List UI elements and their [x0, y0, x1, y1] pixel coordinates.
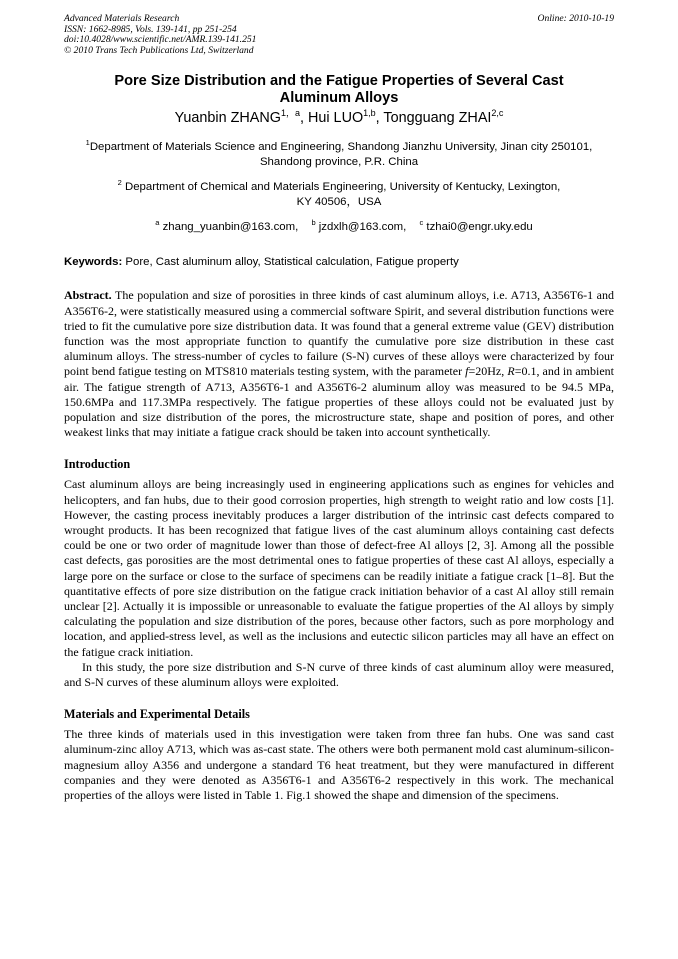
author-list: [64, 110, 614, 127]
author-superscript: 1，a: [280, 108, 300, 119]
affiliation-text: Department of Chemical and Materials Engineering, University of Kentucky, Lexington, KY 40506，USA: [124, 181, 561, 209]
author-separator: ,: [299, 110, 308, 127]
intro-paragraph-1: Cast aluminum alloys are being increasingly used in engineering applications such as engines for vehicles and helicopters, and fan hubs, due to their good corrosion properties, high strength to weight ratio and low costs [1]. However, the casting process inevitably produces a larger distribution of the intrinsic cast defects compared to wrought products. It has been recognized that fatigue lives of the cast aluminum alloys containing cast defects could be one or two order of magnitude lower than those of defect-free Al alloys [2, 3]. Among all the possible cast defects, gas porosities are the most detrimental ones to fatigue properties of these cast Al alloys, especially a large pore on the surface or close to the surface of specimens can be readily initiate a fatigue crack [1–8]. But the quantitative effects of pore size distribution on the fatigue crack initiation behavior of a cast Al alloy still remain unclear [2]. Actually it is impossible or unreasonable to evaluate the fatigue properties of the Al alloys by simply calculating the population and size distribution of the pores, because other factors, such as pore morphology and location, and applied-stress level, as well as the inclusions and eutectic silicon particles may all have an effect on the fatigue crack initiation.: [64, 477, 614, 659]
abstract-text: =20Hz,: [468, 364, 508, 379]
email-address[interactable]: jzdxlh@163.com,: [318, 221, 407, 234]
author-name: Yuanbin ZHANG: [174, 110, 281, 127]
email-marker: b: [311, 218, 316, 228]
variable-f: f: [465, 364, 469, 379]
section-heading-introduction: Introduction: [64, 457, 131, 472]
author-name: Tongguang ZHAI: [383, 110, 492, 127]
keywords-label: Keywords:: [64, 256, 123, 269]
materials-paragraph-1: The three kinds of materials used in this investigation were taken from three fan hubs. One was sand cast aluminum-zinc alloy A713, which was as-cast state. The others were both permanent mold cast aluminum-silicon-magnesium alloy A356 and undergone a standard T6 heat treatment, but they were manufactured in different companies and they were denoted as A356T6-1 and A356T6-2 respectively in this work. The mechanical properties of the alloys were listed in Table 1. Fig.1 showed the shape and dimension of the specimens.: [64, 727, 614, 803]
author-superscript: 2,c: [491, 108, 504, 119]
keywords-line: [64, 255, 614, 270]
copyright-line: © 2010 Trans Tech Publications Ltd, Switzerland: [64, 44, 254, 56]
issn-line: ISSN: 1662-8985, Vols. 139-141, pp 251-254: [64, 23, 237, 35]
affiliation-2: [64, 180, 614, 210]
email-marker: a: [155, 218, 160, 228]
affiliation-marker: 1: [85, 138, 90, 148]
author-name: Hui LUO: [307, 110, 364, 127]
journal-name: Advanced Materials Research: [64, 13, 180, 24]
paper-title: Pore Size Distribution and the Fatigue Properties of Several Cast Aluminum Alloys: [114, 73, 564, 107]
variable-r: R: [507, 364, 515, 379]
section-heading-materials: Materials and Experimental Details: [64, 707, 250, 722]
running-header: [64, 14, 614, 56]
author-superscript: 1,b: [363, 108, 376, 119]
email-address[interactable]: zhang_yuanbin@163.com,: [162, 221, 299, 234]
abstract-label: Abstract.: [64, 288, 112, 303]
doi-line: doi:10.4028/www.scientific.net/AMR.139-141.251: [64, 34, 257, 46]
keywords-text: Pore, Cast aluminum alloy, Statistical calculation, Fatigue property: [122, 256, 459, 269]
publication-info: [64, 14, 256, 56]
affiliation-text: Department of Materials Science and Engineering, Shandong Jianzhu University, Jinan city 250101, Shandong province, P.R. China: [89, 141, 593, 169]
email-marker: c: [419, 218, 424, 228]
email-address[interactable]: tzhai0@engr.uky.edu: [426, 221, 533, 234]
abstract-text: =0.1, and in ambient air. The fatigue strength of A713, A356T6-1 and A356T6-2 aluminum alloy was measured to be 94.5 MPa, 150.6MPa and 117.3MPa respectively. The fatigue properties of these alloys could not be evaluated just by population and size distribution of the pores, the microstructure state, shape and position of pores, and other weakest links that may initiate a fatigue crack should be taken into account synthetically.: [64, 364, 614, 440]
abstract-paragraph: [64, 288, 614, 440]
intro-paragraph-2: In this study, the pore size distribution and S-N curve of three kinds of cast aluminum alloy were measured, and S-N curves of these aluminum alloys were exploited.: [64, 659, 614, 690]
abstract-text: The population and size of porosities in three kinds of cast aluminum alloys, i.e. A713, A356T6-1 and A356T6-2, were statistically measured using a commercial software Spirit, and several distribution functions were tried to fit the cumulative pore size distribution data. It was found that a general extreme value (GEV) distribution function was the most appropriate function to quantify the cumulative pore size distribution in these cast aluminum alloys. The stress-number of cycles to failure (S-N) curves of these alloys were characterized by four point bend fatigue testing on MTS810 materials testing system, with the parameter: [64, 288, 614, 379]
affiliation-marker: 2: [117, 178, 122, 188]
author-emails: [64, 220, 614, 235]
affiliation-1: [64, 140, 614, 170]
online-date: Online: 2010-10-19: [537, 13, 614, 24]
author-separator: ,: [375, 110, 384, 127]
